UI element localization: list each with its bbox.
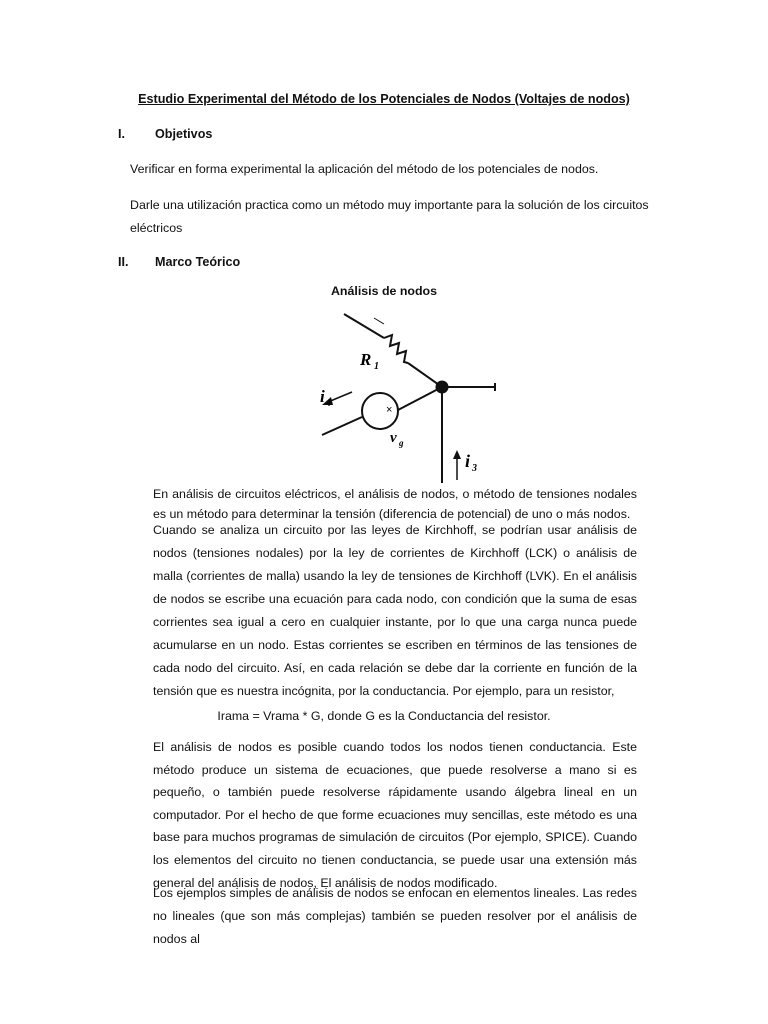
- objective-paragraph-1: Verificar en forma experimental la aplicación del método de los potenciales de nodos.: [130, 162, 599, 176]
- body-paragraph-4: Los ejemplos simples de análisis de nodos se enfocan en elementos lineales. Las redes no lineales (que son más complejas) también se pueden resolver por el análisis de nodos al: [153, 886, 637, 946]
- label-vg-sub: g: [399, 438, 404, 448]
- voltage-source: [362, 393, 398, 429]
- wire-top-left: [344, 314, 384, 338]
- formula-line: Irama = Vrama * G, donde G es la Conductancia del resistor.: [217, 709, 551, 723]
- wire-node-source: [398, 387, 442, 410]
- label-i3-sub: 3: [472, 463, 477, 474]
- label-i4: i: [320, 387, 325, 406]
- body-paragraph-3: El análisis de nodos es posible cuando todos los nodos tienen conductancia. Este método produce un sistema de ecuaciones, que puede resolverse a mano si es pequeño, o también puede resolverse rápidamente usando álgebra lineal en un computador. Por el hecho de que forme ecuaciones muy sencillas, este método es una base para muchos programas de simulación de circuitos (Por ejemplo, SPICE). Cuando los elementos del circuito no tienen conductancia, se puede usar una extensión más general del análisis de nodos, El análisis de nodos modificado.: [153, 740, 637, 890]
- wire-source-left: [322, 417, 362, 435]
- tick-mark: [374, 318, 384, 324]
- arrow-i3-head: [453, 450, 461, 459]
- subheading-analisis-de-nodos: Análisis de nodos: [330, 284, 438, 298]
- section-number: I.: [118, 127, 125, 141]
- node-dot: [436, 381, 449, 394]
- resistor-r1: [384, 335, 408, 363]
- section-number: II.: [118, 255, 129, 269]
- section-label: Objetivos: [155, 127, 213, 141]
- source-polarity-mark: ×: [386, 404, 393, 416]
- document-title: Estudio Experimental del Método de los Potenciales de Nodos (Voltajes de nodos): [138, 92, 630, 106]
- label-r-sub: 1: [374, 361, 379, 372]
- label-i4-sub: 4: [326, 398, 331, 409]
- label-r: R: [360, 350, 372, 369]
- node-circuit-diagram: [300, 305, 505, 485]
- label-vg: v: [390, 430, 397, 446]
- objective-paragraph-2: Darle una utilización practica como un método muy importante para la solución de los circuitos eléctricos: [130, 198, 649, 235]
- body-paragraph-2: Cuando se analiza un circuito por las leyes de Kirchhoff, se podrían usar análisis de nodos (tensiones nodales) por la ley de corrientes de Kirchhoff (LCK) o análisis de malla (corrientes de malla) usando la ley de tensiones de Kirchhoff (LVK). En el análisis de nodos se escribe una ecuación para cada nodo, con condición que la suma de esas corrientes sea igual a cero en cualquier instante, por lo que una carga nunca puede acumularse en un nodo. Estas corrientes se escriben en términos de las tensiones de cada nodo del circuito. Así, en cada relación se debe dar la corriente en función de la tensión que es nuestra incógnita, por la conductancia. Por ejemplo, para un resistor,: [153, 523, 637, 698]
- label-i3: i: [465, 451, 471, 471]
- section-label: Marco Teórico: [155, 255, 241, 269]
- body-paragraph-1: En análisis de circuitos eléctricos, el análisis de nodos, o método de tensiones nodales es un método para determinar la tensión (diferencia de potencial) de uno o más nodos.: [153, 487, 637, 521]
